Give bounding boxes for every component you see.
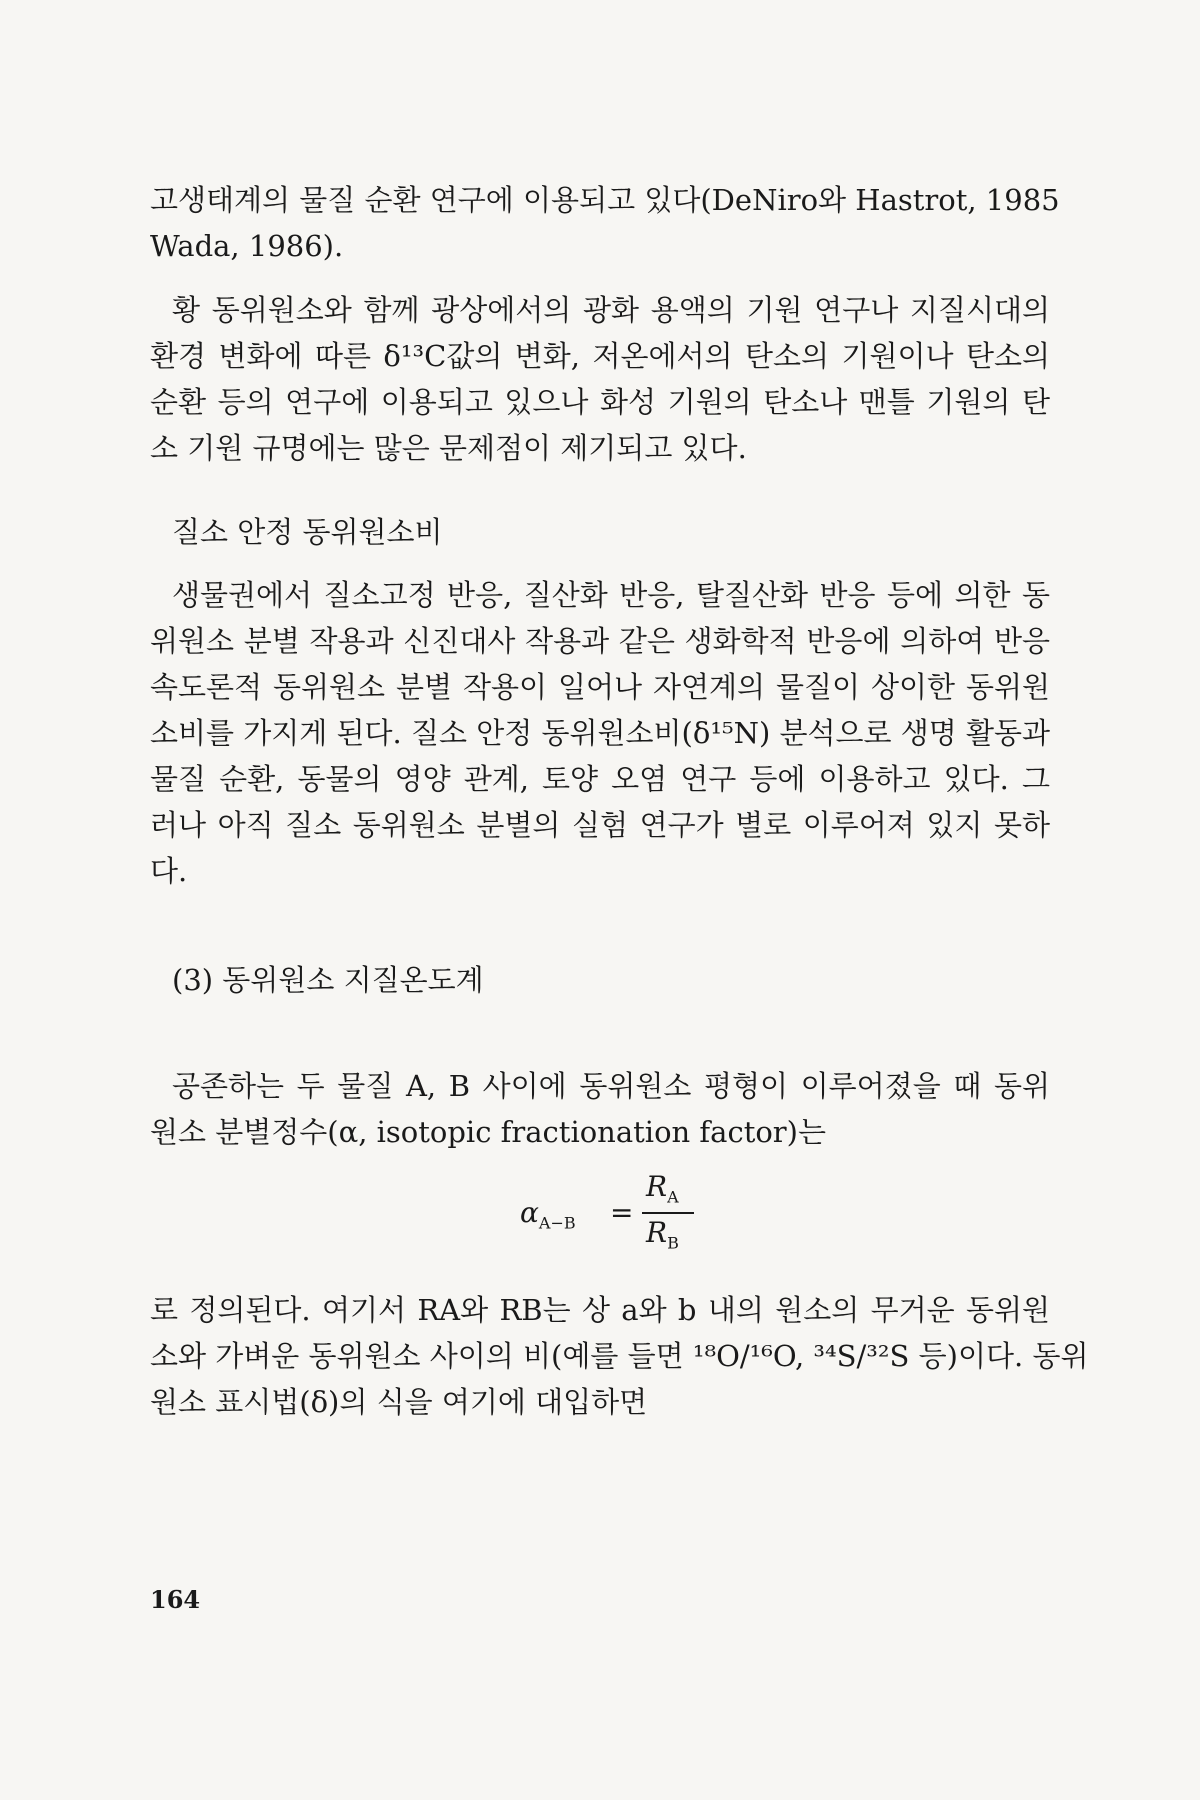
text-line: 다. [150, 854, 188, 888]
text-line: 위원소 분별 작용과 신진대사 작용과 같은 생화학적 반응에 의하여 반응 [150, 624, 1050, 658]
text-line: 생물권에서 질소고정 반응, 질산화 반응, 탈질산화 반응 등에 의한 동 [172, 578, 1050, 612]
text-line: 소 기원 규명에는 많은 문제점이 제기되고 있다. [150, 431, 747, 465]
formula-alpha: $\alpha_{A-B}$ [520, 1196, 576, 1233]
text-line: 순환 등의 연구에 이용되고 있으나 화성 기원의 탄소나 맨틀 기원의 탄 [150, 385, 1050, 419]
formula-numerator: $R_A$ [646, 1170, 679, 1207]
text-line: 고생태계의 물질 순환 연구에 이용되고 있다(DeNiro와 Hastrot, 1985 [150, 183, 1060, 217]
page-number: 164 [150, 1585, 201, 1614]
text-line: 물질 순환, 동물의 영양 관계, 토양 오염 연구 등에 이용하고 있다. 그 [150, 762, 1050, 796]
section-heading: (3) 동위원소 지질온도계 [172, 963, 484, 997]
text-line: 러나 아직 질소 동위원소 분별의 실험 연구가 별로 이루어져 있지 못하 [150, 808, 1050, 842]
fractionation-formula [520, 1170, 740, 1260]
formula-denominator: $R_B$ [646, 1216, 679, 1253]
text-line: 원소 표시법(δ)의 식을 여기에 대입하면 [150, 1385, 648, 1419]
text-line: 로 정의된다. 여기서 RA와 RB는 상 a와 b 내의 원소의 무거운 동위원 [150, 1293, 1050, 1327]
text-line: 속도론적 동위원소 분별 작용이 일어나 자연계의 물질이 상이한 동위원 [150, 670, 1050, 704]
text-line: 소와 가벼운 동위원소 사이의 비(예를 들면 ¹⁸O/¹⁶O, ³⁴S/³²S 등)이다. 동위 [150, 1339, 1089, 1373]
text-line: 황 동위원소와 함께 광상에서의 광화 용액의 기원 연구나 지질시대의 [172, 293, 1050, 327]
text-line: 원소 분별정수(α, isotopic fractionation factor)는 [150, 1115, 827, 1149]
text-line: 공존하는 두 물질 A, B 사이에 동위원소 평형이 이루어졌을 때 동위 [172, 1069, 1050, 1103]
subsection-heading: 질소 안정 동위원소비 [172, 515, 443, 549]
text-line: 소비를 가지게 된다. 질소 안정 동위원소비(δ¹⁵N) 분석으로 생명 활동과 [150, 716, 1051, 750]
text-line: Wada, 1986). [150, 229, 344, 263]
fraction-bar [642, 1212, 694, 1214]
formula-equals: = [610, 1196, 634, 1229]
text-line: 환경 변화에 따른 δ¹³C값의 변화, 저온에서의 탄소의 기원이나 탄소의 [150, 339, 1050, 373]
